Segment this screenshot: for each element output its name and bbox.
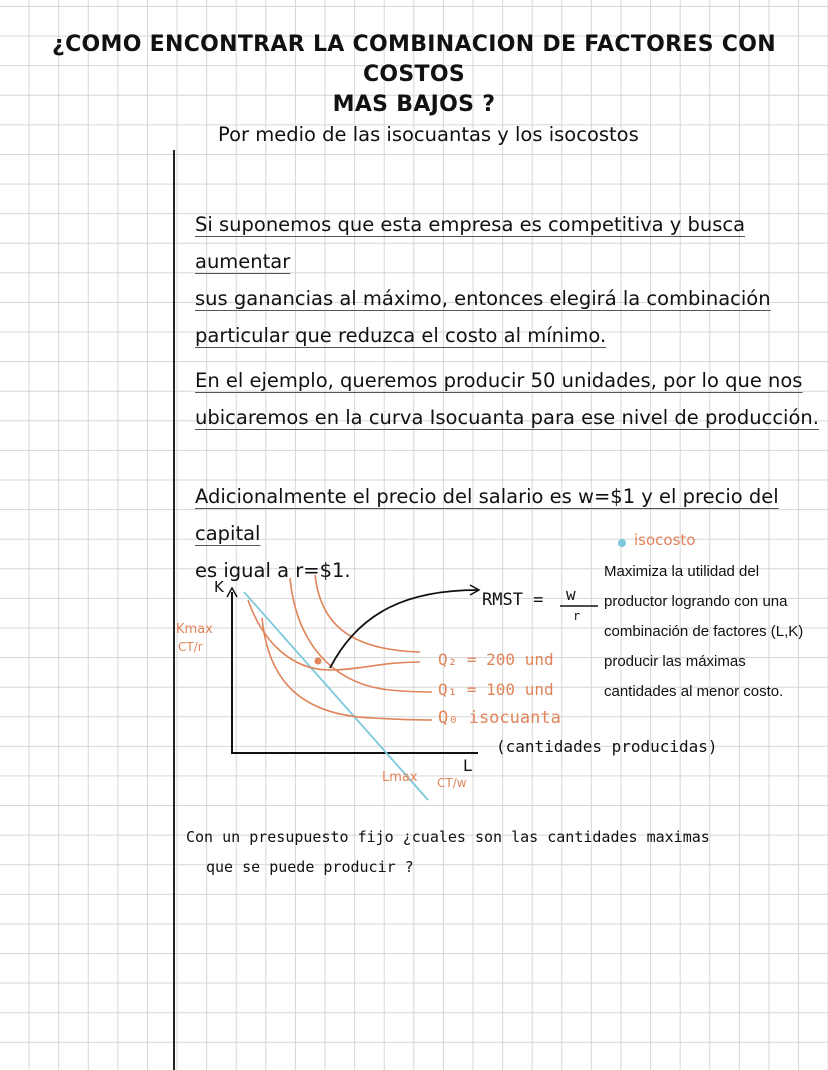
paragraph-line: sus ganancias al máximo, entonces elegirá la combinación [195, 287, 771, 310]
side-note-line: cantidades al menor costo. [604, 683, 784, 700]
paragraph-line: ubicaremos en la curva Isocuanta para ese nivel de producción. [195, 406, 819, 429]
q0-label: Q₀ isocuanta [438, 708, 561, 728]
side-note-line: productor logrando con una [604, 593, 788, 610]
paragraph-line: Adicionalmente el precio del salario es w=$1 y el precio del capital [195, 485, 779, 545]
k-label: K [214, 578, 224, 596]
title-line-1: ¿COMO ENCONTRAR LA COMBINACION DE FACTORES CON COSTOS [52, 32, 776, 87]
rmst-numerator: w [566, 585, 576, 604]
isocost-bullet-dot [618, 539, 626, 547]
tangency-point [315, 658, 322, 665]
l-label: L [463, 756, 472, 775]
side-note-line: producir las máximas [604, 653, 746, 670]
side-note-line: combinación de factores (L,K) [604, 623, 804, 640]
rmst-label: RMST = [482, 590, 544, 610]
isocost-line [244, 592, 428, 800]
kmax-label: Kmax [176, 622, 213, 637]
lmax-formula: CT/w [437, 776, 467, 790]
side-note-line: Maximiza la utilidad del [604, 563, 760, 580]
isoquant-upper [315, 575, 420, 652]
rmst-denominator: r [573, 609, 581, 623]
question-line-2: que se puede producir ? [206, 858, 414, 876]
question-line-1: Con un presupuesto fijo ¿cuales son las cantidades maximas [186, 828, 710, 846]
q1-label: Q₁ = 100 und [438, 680, 554, 699]
paragraph-line: Si suponemos que esta empresa es competitiva y busca aumentar [195, 213, 746, 273]
side-note [604, 557, 803, 707]
kmax-formula: CT/r [178, 640, 203, 654]
isoquant-q1 [290, 578, 432, 692]
title-line-2: MAS BAJOS ? [332, 92, 496, 117]
q2-label: Q₂ = 200 und [438, 650, 554, 669]
question [186, 822, 710, 882]
subtitle-text: Por medio de las isocuantas y los isocostos [218, 123, 639, 146]
curves-note: (cantidades producidas) [496, 737, 718, 756]
lmax-label: Lmax [382, 770, 418, 785]
paragraph-line: En el ejemplo, queremos producir 50 unidades, por lo que nos [195, 369, 803, 392]
paragraph-line: particular que reduzca el costo al mínimo. [195, 324, 607, 347]
paragraph-line: es igual a r=$1. [195, 559, 351, 582]
isocost-bullet-label: isocosto [634, 531, 696, 549]
